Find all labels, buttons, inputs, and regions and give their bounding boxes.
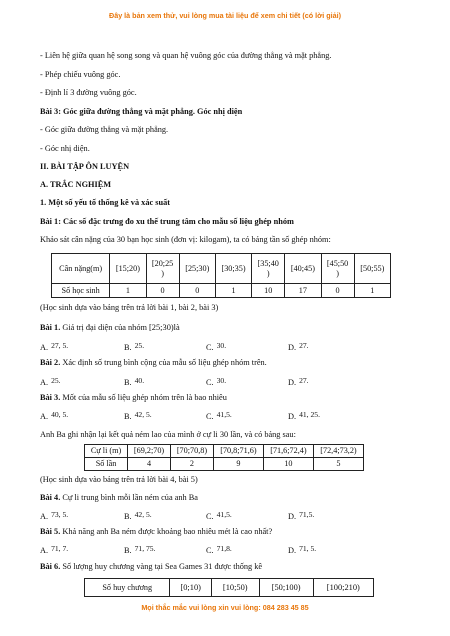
table-cell: [45;50 )	[321, 254, 354, 284]
table-cell: [10;50)	[211, 579, 259, 597]
option-a[interactable]: A. 71, 7.	[40, 544, 69, 555]
text-line: - Góc nhị diện.	[40, 144, 90, 153]
option-b[interactable]: B. 42, 5.	[124, 510, 152, 521]
question-4	[40, 493, 198, 503]
question-text: Mốt của mẫu số liệu ghép nhóm trên là bao nhiêu	[62, 393, 227, 402]
table-cell: 17	[285, 284, 321, 298]
question-text: là	[173, 323, 180, 332]
text-line: Khảo sát cân nặng của 30 bạn học sinh (đơn vị: kilogam), ta có bảng tần số ghép nhóm:	[40, 235, 331, 244]
option-c[interactable]: C. 30.	[206, 376, 227, 387]
option-b[interactable]: B. 71, 75.	[124, 544, 156, 555]
table-cell: [50;55)	[354, 254, 390, 284]
table-cell: [50;100)	[259, 579, 313, 597]
option-c[interactable]: C. 41,5.	[206, 410, 232, 421]
table-cell: [0;10)	[170, 579, 211, 597]
table-cell: [20;25 )	[146, 254, 179, 284]
preview-banner: Đây là bản xem thử, vui lòng mua tài liệu để xem chi tiết (có lời giải)	[109, 11, 341, 20]
medal-count-table	[84, 578, 374, 597]
table-cell: 9	[213, 458, 263, 471]
table-cell: [40;45)	[285, 254, 321, 284]
question-text: Khả năng anh Ba ném được khoảng bao nhiêu mét là cao nhất?	[62, 527, 273, 536]
option-a[interactable]: A. 27, 5.	[40, 341, 69, 352]
table-cell: [70,8;71,6)	[213, 445, 263, 458]
table-cell: 0	[179, 284, 215, 298]
question-label: Bài 4.	[40, 493, 61, 502]
table-row	[85, 458, 364, 471]
question-2	[40, 358, 267, 368]
option-c[interactable]: C. 41,5.	[206, 510, 232, 521]
section-heading: Bài 3: Góc giữa đường thẳng và mặt phẳng. Góc nhị diện	[40, 107, 243, 116]
section-heading: 1. Một số yếu tố thống kê và xác suất	[40, 198, 170, 207]
text-line: (Học sinh dựa vào bảng trên trả lời bài 1, bài 2, bài 3)	[40, 303, 219, 312]
weight-frequency-table	[51, 253, 391, 298]
section-heading: II. BÀI TẬP ÔN LUYỆN	[40, 162, 130, 171]
table-cell: Số huy chương	[85, 579, 170, 597]
question-6	[40, 562, 262, 572]
option-a[interactable]: A. 25.	[40, 376, 61, 387]
table-cell: 10	[263, 458, 313, 471]
question-label: Bài 6.	[40, 562, 61, 571]
option-a[interactable]: A. 73, 5.	[40, 510, 69, 521]
text-line: Anh Ba ghi nhận lại kết quả ném lao của mình ở cự li 30 lần, và có bảng sau:	[40, 430, 296, 439]
table-cell: 5	[313, 458, 363, 471]
option-d[interactable]: D. 71,5.	[288, 510, 315, 521]
text-line: (Học sinh dựa vào bảng trên trả lời bài 4, bài 5)	[40, 475, 198, 484]
table-cell: 0	[321, 284, 354, 298]
question-label: Bài 3.	[40, 393, 61, 402]
text-line: - Góc giữa đường thẳng và mặt phẳng.	[40, 125, 169, 134]
table-cell: [69,2;70)	[128, 445, 171, 458]
table-cell: Cự li (m)	[85, 445, 128, 458]
question-3	[40, 393, 227, 403]
table-header-row	[85, 579, 374, 597]
table-header-row	[85, 445, 364, 458]
table-cell: [70;70,8)	[171, 445, 214, 458]
table-cell: [72,4;73,2)	[313, 445, 363, 458]
table-cell: 10	[252, 284, 285, 298]
table-cell: Số học sinh	[52, 284, 110, 298]
option-b[interactable]: B. 40.	[124, 376, 145, 387]
option-d[interactable]: D. 27.	[288, 341, 309, 352]
table-cell: 1	[354, 284, 390, 298]
table-row	[52, 284, 391, 298]
table-header-row	[52, 254, 391, 284]
question-5	[40, 527, 272, 537]
table-cell: [100;210)	[313, 579, 373, 597]
option-a[interactable]: A. 40, 5.	[40, 410, 69, 421]
table-cell: [71,6;72,4)	[263, 445, 313, 458]
throw-distance-table	[84, 444, 364, 471]
question-text: Số lượng huy chương vàng tại Sea Games 31 được thống kê	[62, 562, 263, 571]
table-cell: 4	[128, 458, 171, 471]
section-heading: Bài 1: Các số đặc trưng đo xu thế trung tâm cho mẫu số liệu ghép nhóm	[40, 217, 294, 226]
table-cell: Số lần	[85, 458, 128, 471]
question-text: Giá trị đại diện của nhóm	[62, 323, 147, 332]
interval-expression: [25;30)	[149, 323, 174, 332]
question-label: Bài 5.	[40, 527, 61, 536]
option-d[interactable]: D. 27.	[288, 376, 309, 387]
text-line: - Phép chiếu vuông góc.	[40, 70, 121, 79]
table-cell: 0	[146, 284, 179, 298]
question-label: Bài 2.	[40, 358, 61, 367]
question-text: Cự li trung bình mỗi lần ném của anh Ba	[62, 493, 198, 502]
question-label: Bài 1.	[40, 323, 61, 332]
table-cell: 2	[171, 458, 214, 471]
question-1	[40, 323, 180, 333]
section-heading: A. TRẮC NGHIỆM	[40, 180, 112, 189]
question-text: Xác định số trung bình cộng của mẫu số liệu ghép nhóm trên.	[62, 358, 267, 367]
table-cell: Cân nặng(m)	[52, 254, 110, 284]
table-cell: 1	[110, 284, 146, 298]
table-cell: 1	[215, 284, 251, 298]
text-line: - Định lí 3 đường vuông góc.	[40, 88, 137, 97]
option-c[interactable]: C. 30.	[206, 341, 227, 352]
option-b[interactable]: B. 42, 5.	[124, 410, 152, 421]
table-cell: [25;30)	[179, 254, 215, 284]
text-line: - Liên hệ giữa quan hệ song song và quan hệ vuông góc của đường thẳng và mặt phẳng.	[40, 51, 332, 60]
table-cell: [30;35)	[215, 254, 251, 284]
table-cell: [15;20)	[110, 254, 146, 284]
option-d[interactable]: D. 41, 25.	[288, 410, 320, 421]
option-d[interactable]: D. 71, 5.	[288, 544, 317, 555]
option-b[interactable]: B. 25.	[124, 341, 145, 352]
contact-footer: Mọi thắc mắc vui lòng xin vui lòng: 084 283 45 85	[141, 603, 309, 612]
table-cell: [35;40 )	[252, 254, 285, 284]
option-c[interactable]: C. 71,8.	[206, 544, 232, 555]
